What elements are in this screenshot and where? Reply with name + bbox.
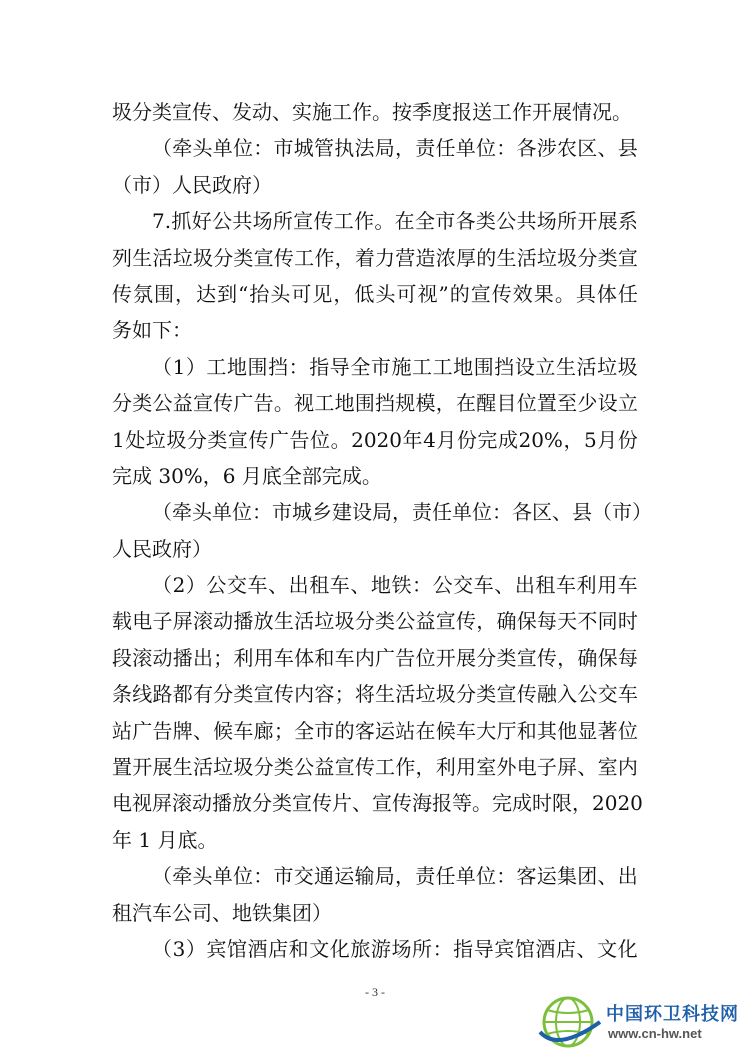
text-line: 租汽车公司、地铁集团） bbox=[112, 900, 332, 925]
globe-logo-icon bbox=[538, 992, 606, 1052]
text-line: 传 氛 围 ， 达 到 “ 抬 头 可 见 ， 低 头 可 视 ” 的 宣 传 效 果 。 具 体 任 bbox=[112, 281, 638, 306]
watermark-site-name: 中国环卫科技网 bbox=[606, 1004, 739, 1025]
text-line: 1 处 垃 圾 分 类 宣 传 广 告 位 。 2020 年 4 月 份 完 成 20% ， 5 月 份 bbox=[112, 427, 638, 452]
text-line: （ 牵 头 单 位 ： 市 城 管 执 法 局 ， 责 任 单 位 ： 各 涉 农 区 、 县 bbox=[152, 136, 638, 161]
text-line: 段 滚 动 播 出 ； 利 用 车 体 和 车 内 广 告 位 开 展 分 类 宣 传 ， 确 保 每 bbox=[112, 645, 638, 670]
watermark bbox=[538, 992, 750, 1060]
text-line: 分 类 公 益 宣 传 广 告 。 视 工 地 围 挡 规 模 ， 在 醒 目 位 置 至 少 设 立 bbox=[112, 391, 638, 416]
text-line: 置 开 展 生 活 垃 圾 分 类 公 益 宣 传 工 作 ， 利 用 室 外 电 子 屏 、 室 内 bbox=[112, 755, 638, 780]
text-line: 站 广 告 牌 、 候 车 廊 ； 全 市 的 客 运 站 在 候 车 大 厅 和 其 他 显 著 位 bbox=[112, 718, 638, 743]
page-number: - 3 - bbox=[365, 985, 385, 999]
text-line: （ 3 ） 宾 馆 酒 店 和 文 化 旅 游 场 所 ： 指 导 宾 馆 酒 店 、 文 化 bbox=[152, 936, 638, 961]
text-line: 电 视 屏 滚 动 播 放 分 类 宣 传 片 、 宣 传 海 报 等 。 完 成 时 限 ， 2020 bbox=[112, 791, 643, 816]
text-line: 务如下： bbox=[112, 318, 192, 343]
text-line: （市）人民政府） bbox=[112, 172, 272, 197]
text-line: 人民政府） bbox=[112, 536, 212, 561]
text-line: 7. 抓 好 公 共 场 所 宣 传 工 作 。 在 全 市 各 类 公 共 场 所 开 展 系 bbox=[152, 209, 638, 234]
text-line: 年 1 月底。 bbox=[112, 827, 218, 852]
document-body bbox=[112, 94, 652, 967]
text-line: 完成 30%，6 月底全部完成。 bbox=[112, 463, 382, 488]
watermark-site-url: www.cn-hw.net bbox=[608, 1026, 702, 1041]
text-line: （ 牵 头 单 位 ： 市 交 通 运 输 局 ， 责 任 单 位 ： 客 运 集 团 、 出 bbox=[152, 864, 638, 889]
text-line: 条 线 路 都 有 分 类 宣 传 内 容 ； 将 生 活 垃 圾 分 类 宣 传 融 入 公 交 车 bbox=[112, 682, 638, 707]
text-line: 列 生 活 垃 圾 分 类 宣 传 工 作 ， 着 力 营 造 浓 厚 的 生 活 垃 圾 分 类 宣 bbox=[112, 245, 638, 270]
text-line: （ 2 ） 公 交 车 、 出 租 车 、 地 铁 ： 公 交 车 、 出 租 车 利 用 车 bbox=[152, 573, 638, 598]
text-line: （ 1 ） 工 地 围 挡 ： 指 导 全 市 施 工 工 地 围 挡 设 立 生 活 垃 圾 bbox=[152, 354, 638, 379]
text-line: 载 电 子 屏 滚 动 播 放 生 活 垃 圾 分 类 公 益 宣 传 ， 确 保 每 天 不 同 时 bbox=[112, 609, 638, 634]
text-line: 圾分类宣传、发动、实施工作。按季度报送工作开展情况。 bbox=[112, 100, 632, 124]
text-line: （ 牵 头 单 位 ： 市 城 乡 建 设 局 ， 责 任 单 位 ： 各 区 、 县 （ 市 ） bbox=[152, 500, 652, 525]
